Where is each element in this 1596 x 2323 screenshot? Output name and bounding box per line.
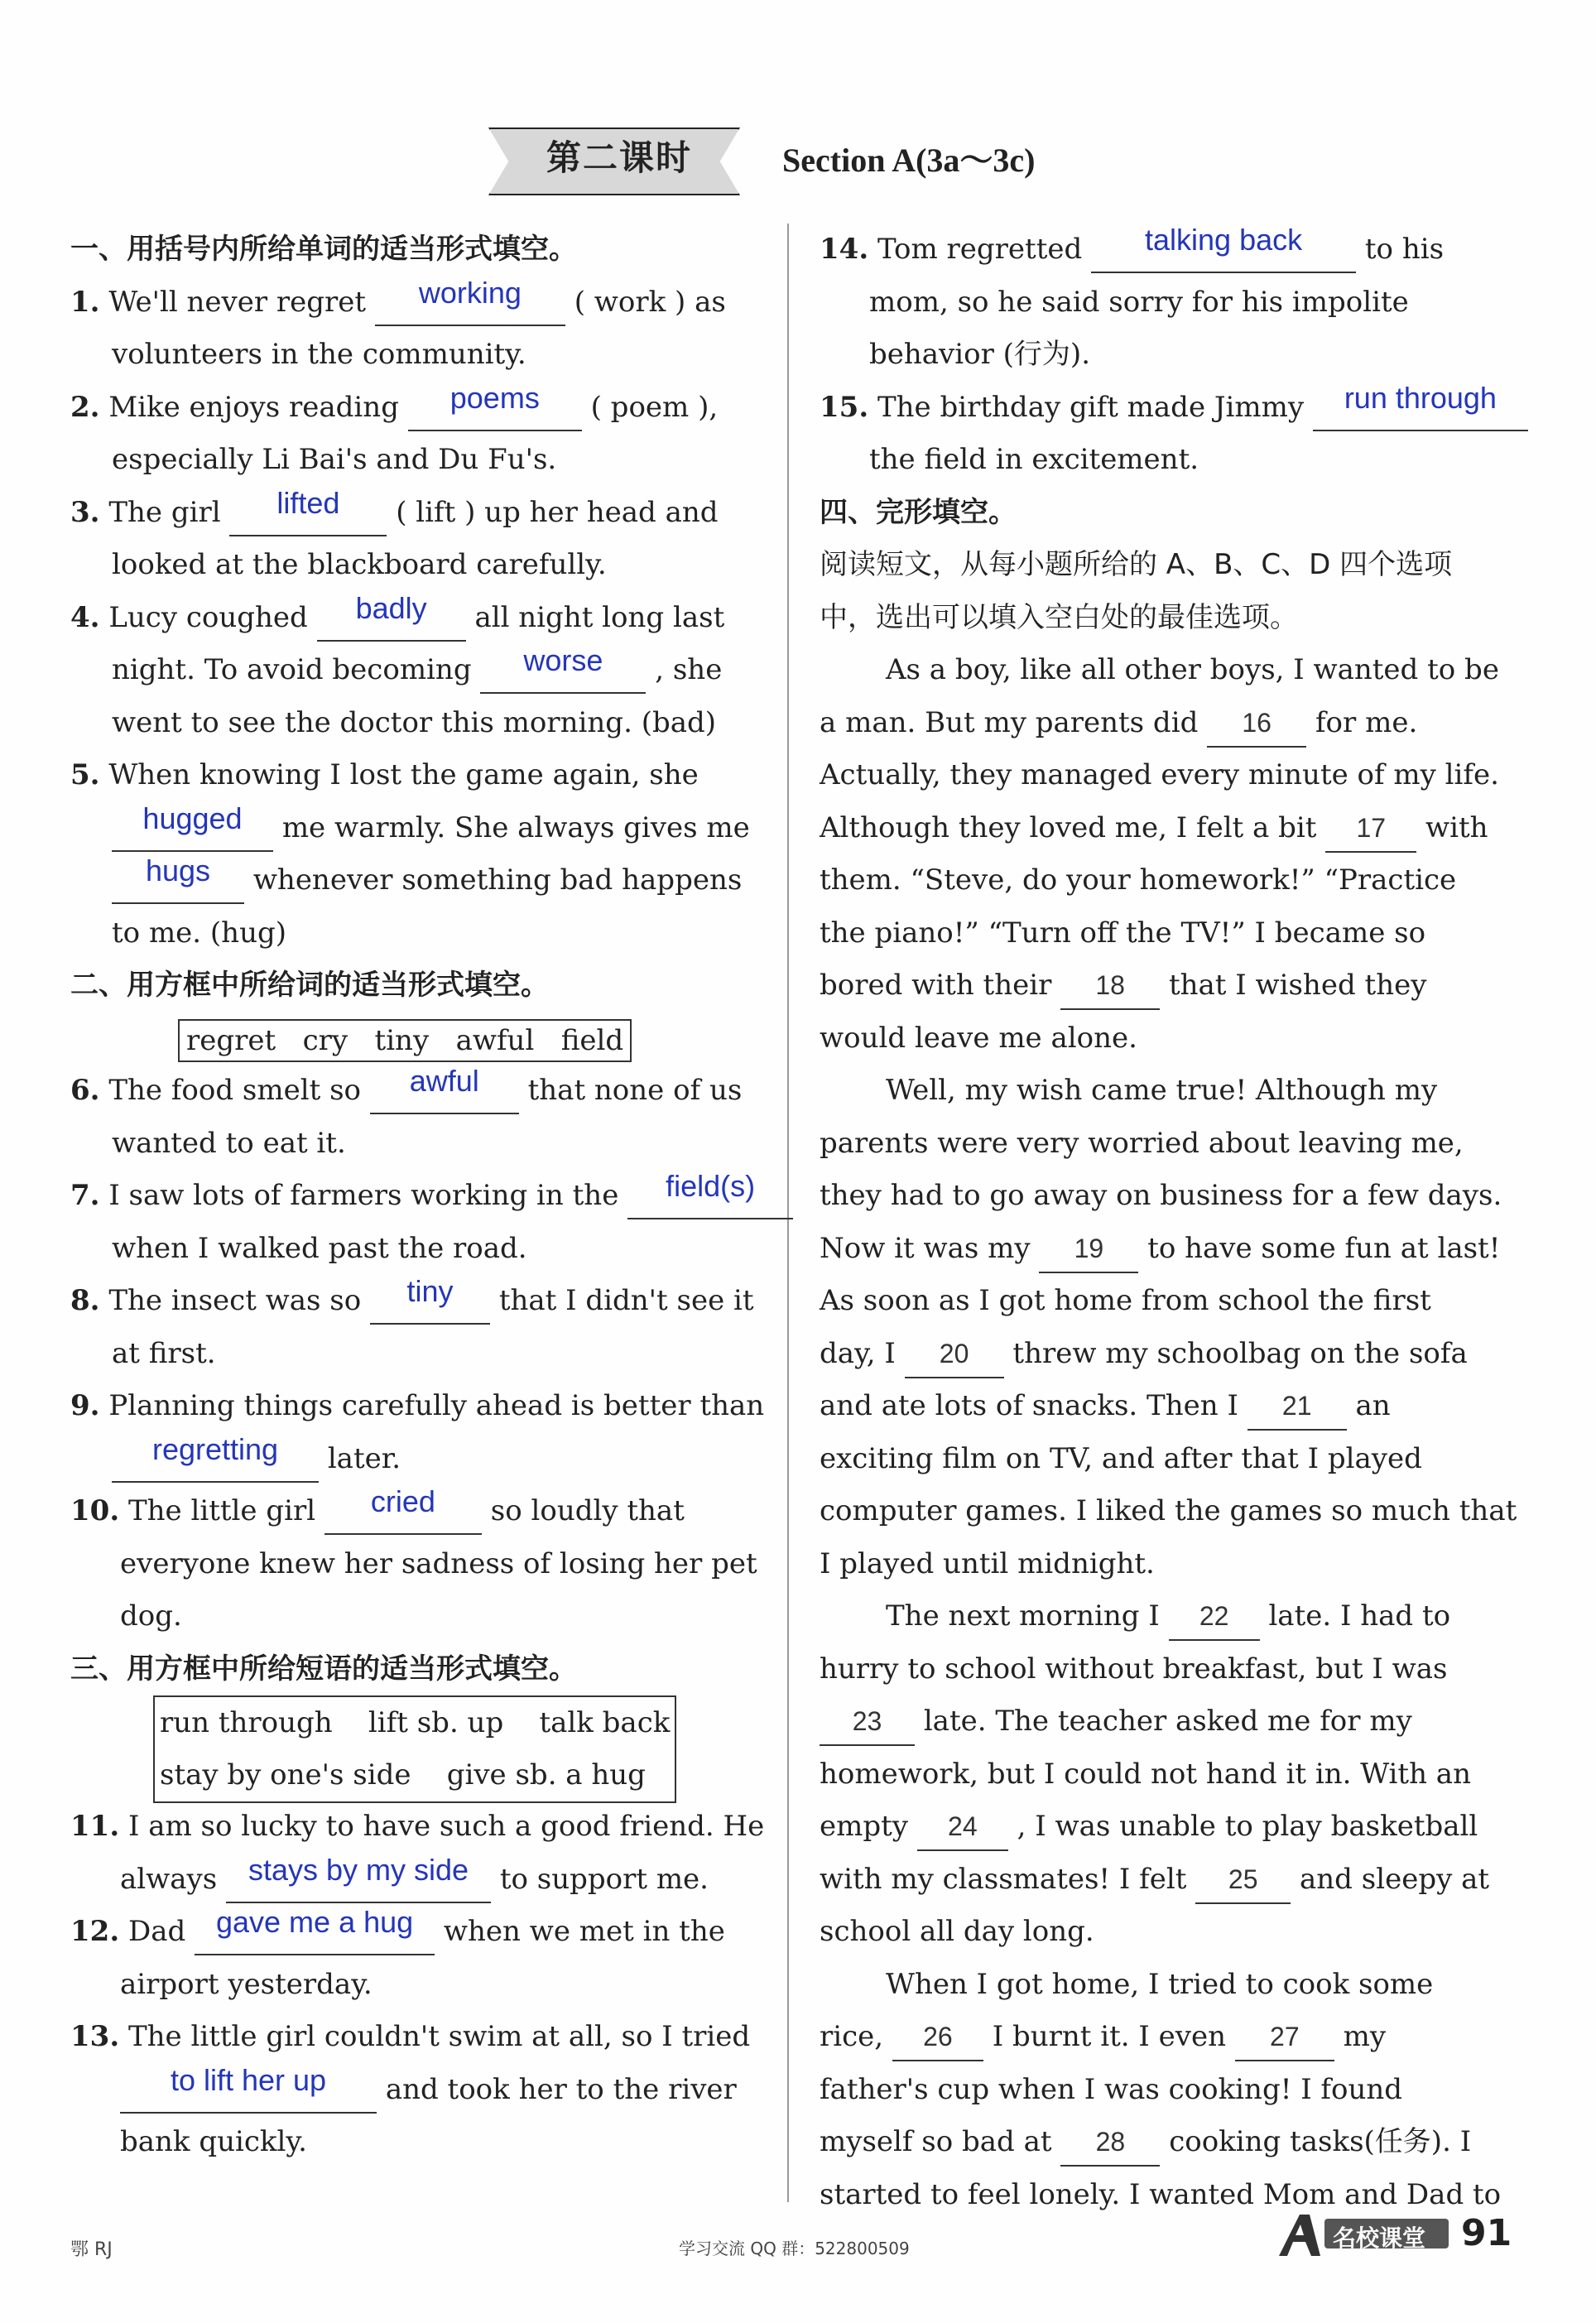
cloze-line: rice, 26 I burnt it. I even 27 my <box>820 2011 1507 2064</box>
edition-label: 鄂 RJ <box>70 2239 113 2260</box>
brand-logo <box>1275 2210 1457 2260</box>
cloze-line: Actually, they managed every minute of my life. <box>820 758 1499 791</box>
question-4-cont2: went to see the doctor this morning. (bad) <box>112 705 717 739</box>
question-12-cont: airport yesterday. <box>120 1967 373 2001</box>
part4-heading: 四、完形填空。 <box>820 495 1017 529</box>
part3-heading: 三、用方框中所给短语的适当形式填空。 <box>70 1652 577 1686</box>
question-14-cont2: behavior (行为). <box>869 338 1091 371</box>
answer-blank[interactable]: talking back <box>1091 232 1356 273</box>
page-number: 91 <box>1461 2212 1512 2254</box>
part4-instruction-2: 中，选出可以填入空白处的最佳选项。 <box>820 600 1298 634</box>
answer-blank[interactable]: field(s) <box>627 1178 793 1219</box>
question-13: 13. The little girl couldn't swim at all, so I tried <box>70 2020 751 2053</box>
cloze-line: As a boy, like all other boys, I wanted to be <box>886 653 1499 686</box>
cloze-line: As soon as I got home from school the first <box>820 1284 1431 1317</box>
question-9: 9. Planning things carefully ahead is better than <box>70 1389 765 1422</box>
question-3-cont: looked at the blackboard carefully. <box>112 548 607 581</box>
question-7-cont: when I walked past the road. <box>112 1231 527 1265</box>
question-10-cont: everyone knew her sadness of losing her pet <box>120 1546 757 1580</box>
cloze-line: Well, my wish came true! Although my <box>886 1074 1438 1107</box>
question-8-cont: at first. <box>112 1336 216 1370</box>
cloze-line: bored with their 18 that I wished they <box>820 960 1507 1012</box>
answer-blank[interactable]: tiny <box>370 1283 490 1325</box>
answer-blank[interactable]: working <box>375 285 565 326</box>
cloze-line: school all day long. <box>820 1915 1094 1948</box>
question-1: 1. We'll never regret working ( work ) as <box>70 277 757 329</box>
answer-blank[interactable]: worse <box>480 652 646 694</box>
cloze-line: they had to go away on business for a few days. <box>820 1179 1502 1212</box>
cloze-blank-23[interactable]: 23 <box>820 1705 915 1746</box>
question-5: 5. When knowing I lost the game again, she <box>70 758 699 791</box>
cloze-blank-17[interactable]: 17 <box>1325 811 1416 853</box>
question-5-cont: hugged me warmly. She always gives me <box>70 802 757 855</box>
cloze-blank-26[interactable]: 26 <box>892 2020 983 2061</box>
cloze-blank-28[interactable]: 28 <box>1060 2125 1160 2167</box>
cloze-line: the piano!” “Turn off the TV!” I became so <box>820 916 1426 950</box>
question-8: 8. The insect was so tiny that I didn't see it <box>70 1275 757 1328</box>
question-2-cont: especially Li Bai's and Du Fu's. <box>112 443 557 476</box>
part1-heading: 一、用括号内所给单词的适当形式填空。 <box>70 233 577 266</box>
question-11: 11. I am so lucky to have such a good friend. He <box>70 1810 765 1843</box>
question-12: 12. Dad gave me a hug when we met in the <box>70 1906 757 1959</box>
cloze-line: Now it was my 19 to have some fun at last! <box>820 1223 1507 1276</box>
cloze-line: empty 24 , I was unable to play basketball <box>820 1801 1507 1854</box>
question-14: 14. Tom regretted talking back to his <box>820 224 1507 277</box>
cloze-blank-25[interactable]: 25 <box>1195 1863 1291 1904</box>
answer-blank[interactable]: lifted <box>229 495 387 536</box>
cloze-line: computer games. I liked the games so much that <box>820 1494 1517 1527</box>
question-10-cont2: dog. <box>120 1599 182 1633</box>
right-column <box>820 223 1517 2221</box>
phrase-box: run through lift sb. up talk back stay by one's side give sb. a hug <box>153 1695 676 1803</box>
answer-blank[interactable]: poems <box>408 390 582 431</box>
qq-group-label: 学习交流 QQ 群：522800509 <box>679 2239 910 2258</box>
answer-blank[interactable]: gave me a hug <box>195 1914 435 1955</box>
cloze-blank-22[interactable]: 22 <box>1169 1599 1260 1641</box>
answer-blank[interactable]: hugged <box>112 810 273 852</box>
cloze-line: Although they loved me, I felt a bit 17 with <box>820 802 1507 855</box>
cloze-blank-16[interactable]: 16 <box>1207 706 1306 748</box>
answer-blank[interactable]: cried <box>324 1493 482 1535</box>
word-box-row <box>70 1012 757 1065</box>
cloze-line: myself so bad at 28 cooking tasks(任务). I <box>820 2116 1507 2169</box>
cloze-line: When I got home, I tried to cook some <box>886 1967 1434 2001</box>
phrase-box-row <box>70 1695 757 1801</box>
question-5-cont3: to me. (hug) <box>112 916 287 950</box>
answer-blank[interactable]: run through <box>1313 390 1528 431</box>
lesson-tag: 第二课时 <box>546 137 693 178</box>
cloze-line: parents were very worried about leaving me, <box>820 1126 1464 1160</box>
cloze-blank-21[interactable]: 21 <box>1247 1389 1347 1431</box>
question-6-cont: wanted to eat it. <box>112 1126 346 1160</box>
part2-heading: 二、用方框中所给词的适当形式填空。 <box>70 969 549 1002</box>
question-13-cont: to lift her up and took her to the river <box>70 2064 757 2117</box>
cloze-blank-27[interactable]: 27 <box>1235 2020 1334 2061</box>
cloze-line: would leave me alone. <box>820 1021 1137 1055</box>
cloze-line: a man. But my parents did 16 for me. <box>820 697 1507 750</box>
answer-blank[interactable]: badly <box>317 600 466 642</box>
answer-blank[interactable]: regretting <box>112 1441 319 1483</box>
cloze-line: father's cup when I was cooking! I found <box>820 2072 1403 2106</box>
question-15-cont: the field in excitement. <box>869 443 1199 476</box>
cloze-blank-19[interactable]: 19 <box>1039 1232 1138 1273</box>
cloze-line: 23 late. The teacher asked me for my <box>820 1695 1507 1748</box>
cloze-line: I played until midnight. <box>820 1546 1155 1580</box>
question-5-cont2: hugs whenever something bad happens <box>70 854 757 907</box>
question-4-cont: night. To avoid becoming worse , she <box>70 644 757 697</box>
answer-blank[interactable]: to lift her up <box>120 2072 377 2114</box>
cloze-line: with my classmates! I felt 25 and sleepy at <box>820 1854 1507 1907</box>
cloze-line: hurry to school without breakfast, but I was <box>820 1652 1448 1686</box>
answer-blank[interactable]: stays by my side <box>226 1862 491 1903</box>
question-2: 2. Mike enjoys reading poems ( poem ), <box>70 382 757 435</box>
cloze-line: started to feel lonely. I wanted Mom and Dad to <box>820 2177 1502 2211</box>
part4-instruction-1: 阅读短文，从每小题所给的 A、B、C、D 四个选项 <box>820 548 1453 581</box>
section-title: Section A(3a～3c) <box>782 142 1036 179</box>
cloze-line: The next morning I 22 late. I had to <box>820 1590 1507 1643</box>
question-4: 4. Lucy coughed badly all night long last <box>70 592 757 645</box>
cloze-blank-24[interactable]: 24 <box>917 1810 1008 1851</box>
question-7: 7. I saw lots of farmers working in the field(s) <box>70 1170 757 1223</box>
question-6: 6. The food smelt so awful that none of us <box>70 1065 757 1118</box>
question-3: 3. The girl lifted ( lift ) up her head and <box>70 487 757 540</box>
cloze-line: and ate lots of snacks. Then I 21 an <box>820 1380 1507 1433</box>
question-10: 10. The little girl cried so loudly that <box>70 1485 757 1538</box>
left-column <box>70 224 765 2169</box>
cloze-line: homework, but I could not hand it in. With an <box>820 1757 1471 1791</box>
question-15: 15. The birthday gift made Jimmy run through <box>820 382 1507 435</box>
lesson-header <box>488 124 1118 199</box>
question-14-cont: mom, so he said sorry for his impolite <box>869 285 1409 319</box>
cloze-line: them. “Steve, do your homework!” “Practice <box>820 863 1457 897</box>
word-box: regret cry tiny awful field <box>178 1019 632 1062</box>
answer-blank[interactable]: awful <box>370 1073 519 1114</box>
question-9-cont: regretting later. <box>70 1433 757 1486</box>
question-11-cont: always stays by my side to support me. <box>70 1854 757 1907</box>
cloze-line: day, I 20 threw my schoolbag on the sofa <box>820 1328 1507 1381</box>
cloze-blank-20[interactable]: 20 <box>905 1337 1004 1378</box>
question-1-cont: volunteers in the community. <box>112 338 526 371</box>
brand-name: 名校课堂 <box>1333 2224 1426 2252</box>
cloze-blank-18[interactable]: 18 <box>1060 969 1160 1010</box>
question-13-cont2: bank quickly. <box>120 2125 307 2158</box>
answer-blank[interactable]: hugs <box>112 863 244 904</box>
cloze-line: exciting film on TV, and after that I played <box>820 1441 1422 1475</box>
